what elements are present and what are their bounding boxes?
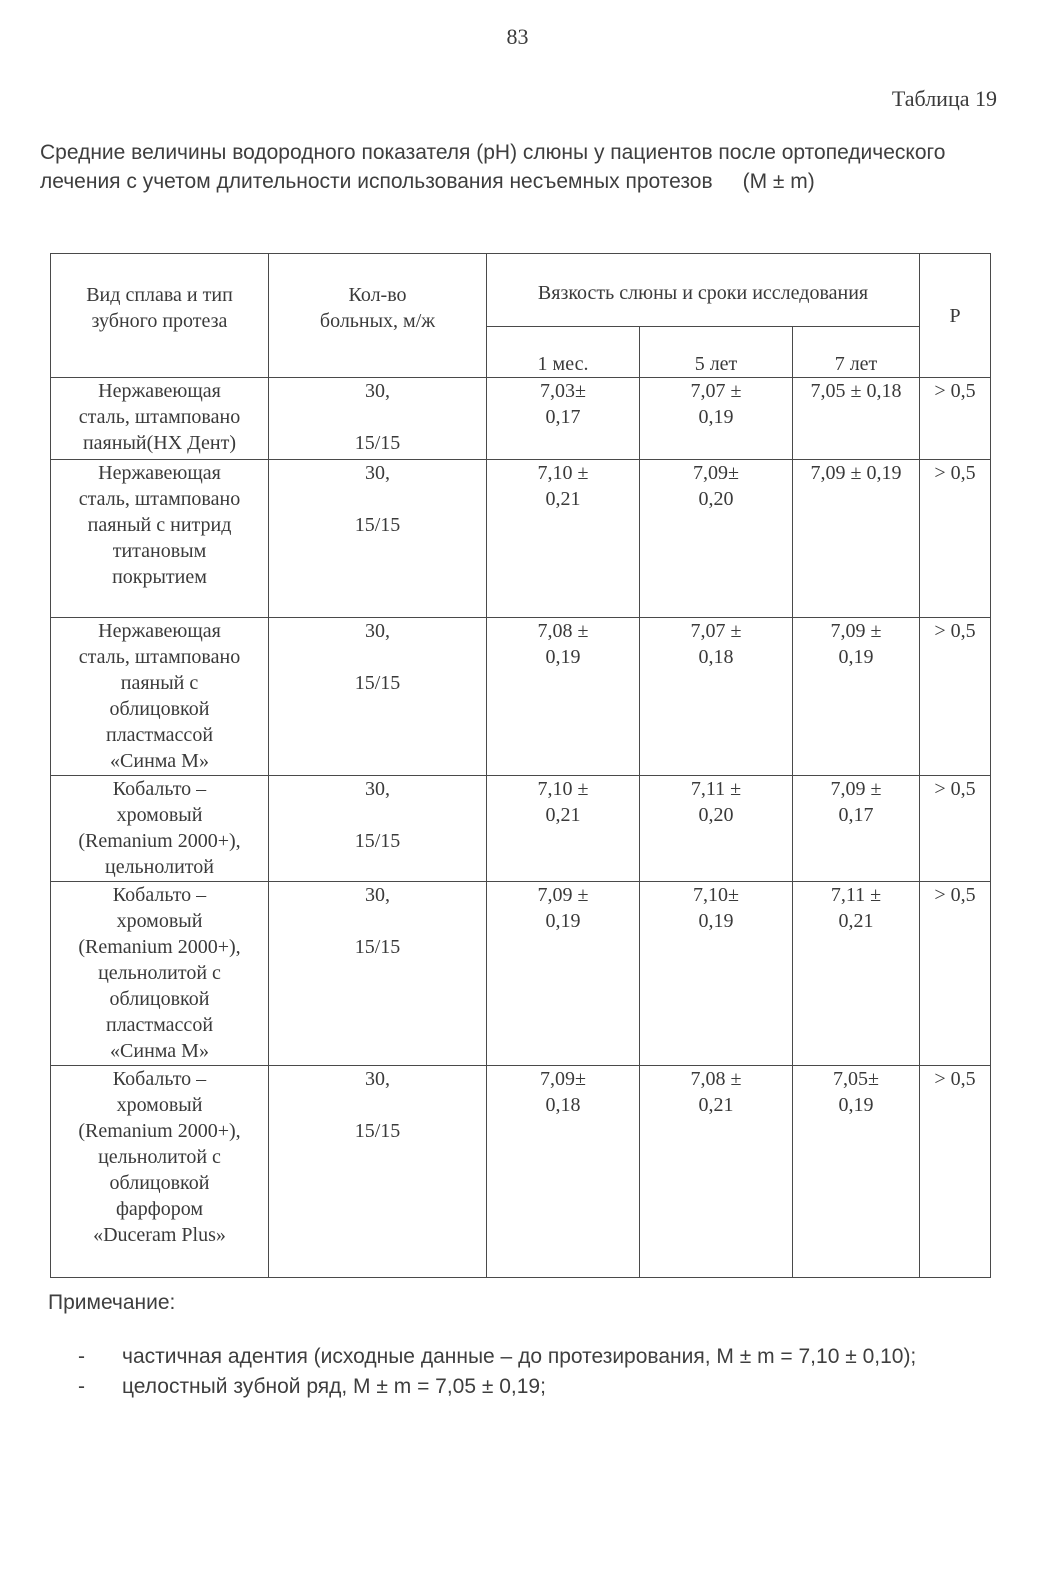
table-row bbox=[51, 776, 991, 882]
count-value: 30, bbox=[365, 884, 390, 906]
header-alloy-line: зубного протеза bbox=[91, 310, 228, 332]
alloy-line: сталь, штамповано bbox=[78, 406, 241, 428]
header-1-month: 1 мес. bbox=[487, 327, 640, 378]
alloy-cell bbox=[51, 776, 269, 882]
value-7-years bbox=[793, 1066, 920, 1278]
table-row bbox=[51, 618, 991, 776]
count-cell bbox=[269, 378, 487, 460]
p-value: > 0,5 bbox=[920, 776, 991, 882]
value-7-years bbox=[793, 882, 920, 1066]
value-7-years bbox=[793, 776, 920, 882]
alloy-line: пластмассой bbox=[105, 1014, 214, 1036]
value-5-years bbox=[640, 882, 793, 1066]
mean-value: 7,10 ± bbox=[537, 778, 589, 800]
table-caption bbox=[40, 138, 1015, 196]
error-value: 0,19 bbox=[545, 910, 581, 932]
alloy-cell bbox=[51, 378, 269, 460]
alloy-cell bbox=[51, 618, 269, 776]
count-split: 15/15 bbox=[354, 830, 401, 852]
error-value: 0,19 bbox=[698, 910, 734, 932]
note-dash: - bbox=[78, 1375, 85, 1398]
count-cell bbox=[269, 618, 487, 776]
error-value: 0,21 bbox=[838, 910, 874, 932]
error-value: 0,17 bbox=[545, 406, 581, 428]
header-7-years: 7 лет bbox=[793, 327, 920, 378]
alloy-line: сталь, штамповано bbox=[78, 646, 241, 668]
error-value: 0,20 bbox=[698, 488, 734, 510]
alloy-line: покрытием bbox=[112, 566, 207, 588]
header-count-line: больных, м/ж bbox=[319, 310, 436, 332]
mean-value: 7,11 ± bbox=[830, 884, 882, 906]
mean-value: 7,09 ± bbox=[830, 778, 882, 800]
header-alloy-line: Вид сплава и тип bbox=[86, 284, 233, 306]
count-split: 15/15 bbox=[354, 1120, 401, 1142]
note-dash: - bbox=[78, 1345, 85, 1368]
caption-line-2 bbox=[40, 167, 1015, 196]
value-5-years bbox=[640, 776, 793, 882]
mean-value: 7,03± bbox=[540, 380, 586, 402]
mean-value: 7,08 ± bbox=[690, 1068, 742, 1090]
alloy-line: титановым bbox=[112, 540, 207, 562]
error-value: 0,21 bbox=[545, 488, 581, 510]
p-value: > 0,5 bbox=[920, 882, 991, 1066]
alloy-line: «Синма М» bbox=[110, 1040, 209, 1062]
alloy-line: Кобальто – bbox=[112, 778, 207, 800]
error-value: 0,19 bbox=[545, 646, 581, 668]
note-text: целостный зубной ряд, M ± m = 7,05 ± 0,19; bbox=[122, 1375, 546, 1398]
header-row-1 bbox=[51, 254, 991, 327]
error-value: 0,18 bbox=[545, 1094, 581, 1116]
alloy-line: Нержавеющая bbox=[98, 620, 221, 642]
table-row bbox=[51, 460, 991, 618]
table-row bbox=[51, 1066, 991, 1278]
alloy-line: хромовый bbox=[116, 1094, 203, 1116]
mean-value: 7,05± bbox=[833, 1068, 879, 1090]
alloy-line: облицовкой bbox=[109, 698, 210, 720]
error-value: 0,18 bbox=[698, 646, 734, 668]
alloy-line: паяный с bbox=[120, 672, 199, 694]
mean-value: 7,09 ± 0,19 bbox=[810, 462, 902, 484]
alloy-line: фарфором bbox=[115, 1198, 204, 1220]
count-cell bbox=[269, 460, 487, 618]
alloy-line: Нержавеющая bbox=[98, 380, 221, 402]
mean-value: 7,07 ± bbox=[690, 620, 742, 642]
mean-value: 7,05 ± 0,18 bbox=[810, 380, 902, 402]
note-title: Примечание: bbox=[48, 1291, 176, 1314]
value-1-month bbox=[487, 460, 640, 618]
count-value: 30, bbox=[365, 1068, 390, 1090]
count-cell bbox=[269, 776, 487, 882]
count-split: 15/15 bbox=[354, 514, 401, 536]
error-value: 0,20 bbox=[698, 804, 734, 826]
alloy-line: сталь, штамповано bbox=[78, 488, 241, 510]
mean-value: 7,09 ± bbox=[830, 620, 882, 642]
value-7-years bbox=[793, 618, 920, 776]
alloy-cell bbox=[51, 460, 269, 618]
count-split: 15/15 bbox=[354, 936, 401, 958]
caption-formula: (M ± m) bbox=[742, 170, 815, 193]
value-1-month bbox=[487, 618, 640, 776]
mean-value: 7,10± bbox=[693, 884, 739, 906]
alloy-line: хромовый bbox=[116, 910, 203, 932]
count-value: 30, bbox=[365, 462, 390, 484]
error-value: 0,19 bbox=[698, 406, 734, 428]
header-count-line: Кол-во bbox=[348, 284, 407, 306]
alloy-line: паяный с нитрид bbox=[87, 514, 232, 536]
alloy-line: (Remanium 2000+), bbox=[78, 936, 241, 958]
alloy-line: цельнолитой bbox=[105, 856, 214, 878]
alloy-line: пластмассой bbox=[105, 724, 214, 746]
count-value: 30, bbox=[365, 620, 390, 642]
alloy-line: цельнолитой с bbox=[98, 962, 221, 984]
count-split: 15/15 bbox=[354, 432, 401, 454]
header-p: P bbox=[920, 254, 991, 378]
error-value: 0,19 bbox=[838, 646, 874, 668]
alloy-cell bbox=[51, 882, 269, 1066]
count-cell bbox=[269, 882, 487, 1066]
p-value: > 0,5 bbox=[920, 1066, 991, 1278]
note-list bbox=[78, 1342, 916, 1402]
header-alloy-type bbox=[51, 254, 269, 378]
alloy-line: Кобальто – bbox=[112, 884, 207, 906]
header-patient-count bbox=[269, 254, 487, 378]
mean-value: 7,09± bbox=[540, 1068, 586, 1090]
mean-value: 7,08 ± bbox=[537, 620, 589, 642]
value-5-years bbox=[640, 618, 793, 776]
data-table bbox=[50, 253, 991, 1278]
mean-value: 7,10 ± bbox=[537, 462, 589, 484]
page-number: 83 bbox=[506, 24, 529, 49]
alloy-line: Нержавеющая bbox=[98, 462, 221, 484]
p-value: > 0,5 bbox=[920, 378, 991, 460]
alloy-line: хромовый bbox=[116, 804, 203, 826]
alloy-line: облицовкой bbox=[109, 1172, 210, 1194]
value-5-years bbox=[640, 460, 793, 618]
error-value: 0,17 bbox=[838, 804, 874, 826]
value-5-years bbox=[640, 378, 793, 460]
header-5-years: 5 лет bbox=[640, 327, 793, 378]
note-item bbox=[78, 1372, 916, 1402]
alloy-cell bbox=[51, 1066, 269, 1278]
mean-value: 7,07 ± bbox=[690, 380, 742, 402]
alloy-line: облицовкой bbox=[109, 988, 210, 1010]
caption-line-1: Средние величины водородного показателя (pH) слюны у пациентов после ортопедического bbox=[40, 141, 946, 164]
value-1-month bbox=[487, 882, 640, 1066]
error-value: 0,19 bbox=[838, 1094, 874, 1116]
count-cell bbox=[269, 1066, 487, 1278]
count-value: 30, bbox=[365, 380, 390, 402]
alloy-line: «Duceram Plus» bbox=[93, 1224, 226, 1246]
mean-value: 7,09± bbox=[693, 462, 739, 484]
value-7-years bbox=[793, 460, 920, 618]
value-5-years bbox=[640, 1066, 793, 1278]
count-split: 15/15 bbox=[354, 672, 401, 694]
alloy-line: (Remanium 2000+), bbox=[78, 1120, 241, 1142]
note-item bbox=[78, 1342, 916, 1372]
alloy-line: (Remanium 2000+), bbox=[78, 830, 241, 852]
note-text: частичная адентия (исходные данные – до протезирования, M ± m = 7,10 ± 0,10); bbox=[122, 1345, 917, 1368]
p-value: > 0,5 bbox=[920, 460, 991, 618]
table-row bbox=[51, 882, 991, 1066]
alloy-line: цельнолитой с bbox=[98, 1146, 221, 1168]
caption-line-2-text: лечения с учетом длительности использования несъемных протезов bbox=[40, 170, 713, 193]
value-1-month bbox=[487, 776, 640, 882]
alloy-line: паяный(НХ Дент) bbox=[82, 432, 237, 454]
error-value: 0,21 bbox=[545, 804, 581, 826]
alloy-line: Кобальто – bbox=[112, 1068, 207, 1090]
p-value: > 0,5 bbox=[920, 618, 991, 776]
table-row bbox=[51, 378, 991, 460]
mean-value: 7,09 ± bbox=[537, 884, 589, 906]
error-value: 0,21 bbox=[698, 1094, 734, 1116]
header-viscosity-group: Вязкость слюны и сроки исследования bbox=[487, 254, 920, 327]
table-label: Таблица 19 bbox=[891, 86, 997, 111]
value-1-month bbox=[487, 1066, 640, 1278]
alloy-line: «Синма М» bbox=[110, 750, 209, 772]
value-1-month bbox=[487, 378, 640, 460]
mean-value: 7,11 ± bbox=[690, 778, 742, 800]
value-7-years bbox=[793, 378, 920, 460]
count-value: 30, bbox=[365, 778, 390, 800]
